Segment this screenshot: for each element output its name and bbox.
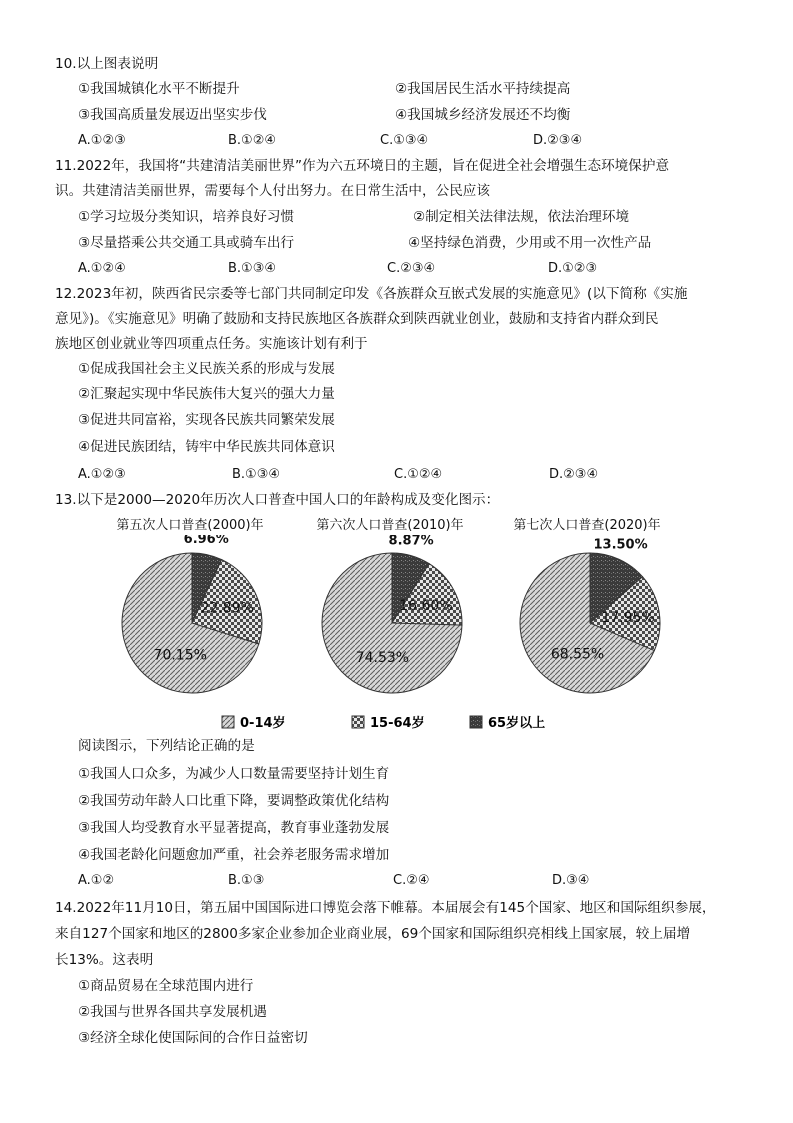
legend-label-young: 0-14岁	[240, 716, 286, 731]
q12-stem-line-1: 12.2023年初，陕西省民宗委等七部门共同制定印发《各族群众互嵌式发展的实施意见》(以下简称《实施	[55, 286, 688, 302]
legend-swatch-elderly	[470, 716, 482, 728]
q12-option-c: C.①②④	[394, 467, 443, 482]
legend-swatch-young	[222, 716, 234, 728]
pie-label-2000-working: 22.89%	[200, 600, 254, 617]
q13-option-a: A.①②	[78, 873, 115, 888]
pie-label-2020-elderly: 13.50%	[593, 537, 648, 553]
q13-statement-2: ②我国劳动年龄人口比重下降，要调整政策优化结构	[78, 793, 390, 809]
q12-statement-3: ③促进共同富裕，实现各民族共同繁荣发展	[78, 412, 335, 428]
q13-statement-1: ①我国人口众多，为减少人口数量需要坚持计划生育	[78, 766, 390, 782]
pie-title-2000: 第五次人口普查(2000)年	[116, 518, 264, 533]
q10-option-b: B.①②④	[228, 133, 277, 148]
q11-statement-1: ①学习垃圾分类知识，培养良好习惯	[78, 209, 295, 225]
q10-statement-2: ②我国居民生活水平持续提高	[395, 81, 571, 97]
pie-label-2000-elderly: 6.96%	[183, 535, 229, 547]
q14-statement-2: ②我国与世界各国共享发展机遇	[78, 1004, 267, 1020]
q13-option-c: C.②④	[393, 873, 430, 888]
q13-read-prompt: 阅读图示，下列结论正确的是	[78, 738, 255, 754]
q11-stem-line-1: 11.2022年，我国将“共建清洁美丽世界”作为六五环境日的主题，旨在促进全社会增强生态环境保护意	[55, 158, 670, 174]
pie-title-2020: 第七次人口普查(2020)年	[513, 518, 661, 533]
q14-statement-1: ①商品贸易在全球范围内进行	[78, 978, 254, 994]
pie-label-2010-working: 16.60%	[399, 597, 453, 614]
pie-label-2000-young: 70.15%	[153, 647, 207, 664]
q11-option-d: D.①②③	[548, 261, 598, 276]
q12-statement-1: ①促成我国社会主义民族关系的形成与发展	[78, 361, 335, 377]
q13-statement-4: ④我国老龄化问题愈加严重，社会养老服务需求增加	[78, 847, 390, 863]
q14-stem-line-1: 14.2022年11月10日，第五届中国国际进口博览会落下帷幕。本届展会有145个国家、地区和国际组织参展，	[55, 900, 716, 916]
q13-option-d: D.③④	[552, 873, 590, 888]
legend-label-elderly: 65岁以上	[488, 716, 546, 731]
q11-statement-3: ③尽量搭乘公共交通工具或骑车出行	[78, 235, 295, 251]
q13-option-b: B.①③	[228, 873, 265, 888]
q12-statement-2: ②汇聚起实现中华民族伟大复兴的强大力量	[78, 386, 335, 402]
pie-title-2010: 第六次人口普查(2010)年	[316, 518, 464, 533]
pie-label-2020-working: 17.95%	[601, 609, 655, 626]
q12-statement-4: ④促进民族团结，铸牢中华民族共同体意识	[78, 439, 335, 455]
q10-option-c: C.①③④	[380, 133, 429, 148]
legend-label-working: 15-64岁	[370, 716, 425, 731]
q10-statement-3: ③我国高质量发展迈出坚实步伐	[78, 107, 267, 123]
q11-option-b: B.①③④	[228, 261, 277, 276]
pie-label-2020-young: 68.55%	[550, 646, 605, 663]
q14-stem-line-3: 长13%。这表明	[55, 952, 154, 968]
q11-option-a: A.①②④	[78, 261, 126, 276]
q10-statement-1: ①我国城镇化水平不断提升	[78, 81, 240, 97]
q11-statement-2: ②制定相关法律法规，依法治理环境	[413, 209, 630, 225]
q12-stem-line-2: 意见》)。《实施意见》明确了鼓励和支持民族地区各族群众到陕西就业创业，鼓励和支持省内群众到民	[55, 311, 659, 327]
chart-legend	[222, 715, 545, 731]
pie-label-2010-young: 74.53%	[355, 650, 410, 667]
q11-statement-4: ④坚持绿色消费，少用或不用一次性产品	[408, 235, 652, 251]
q12-option-b: B.①③④	[232, 467, 281, 482]
q13-stem: 13.以下是2000—2020年历次人口普查中国人口的年龄构成及变化图示：	[55, 492, 500, 508]
q13-statement-3: ③我国人均受教育水平显著提高，教育事业蓬勃发展	[78, 820, 390, 836]
q12-stem-line-3: 族地区创业就业等四项重点任务。实施该计划有利于	[55, 336, 368, 352]
q12-option-a: A.①②③	[78, 467, 126, 482]
q10-option-a: A.①②③	[78, 133, 126, 148]
q11-stem-line-2: 识。共建清洁美丽世界，需要每个人付出努力。在日常生活中，公民应该	[55, 183, 490, 199]
pie-label-2010-elderly: 8.87%	[388, 535, 434, 549]
legend-swatch-working	[352, 716, 364, 728]
q14-stem-line-2: 来自127个国家和地区的2800多家企业参加企业商业展，69个国家和国际组织亮相线上国家展，较上届增	[55, 926, 691, 942]
q14-statement-3: ③经济全球化使国际间的合作日益密切	[78, 1030, 308, 1046]
q10-stem: 10.以上图表说明	[55, 56, 159, 72]
q10-statement-4: ④我国城乡经济发展还不均衡	[395, 107, 571, 123]
population-pie-charts	[0, 535, 793, 745]
q11-option-c: C.②③④	[387, 261, 436, 276]
q12-option-d: D.②③④	[549, 467, 599, 482]
q10-option-d: D.②③④	[533, 133, 583, 148]
